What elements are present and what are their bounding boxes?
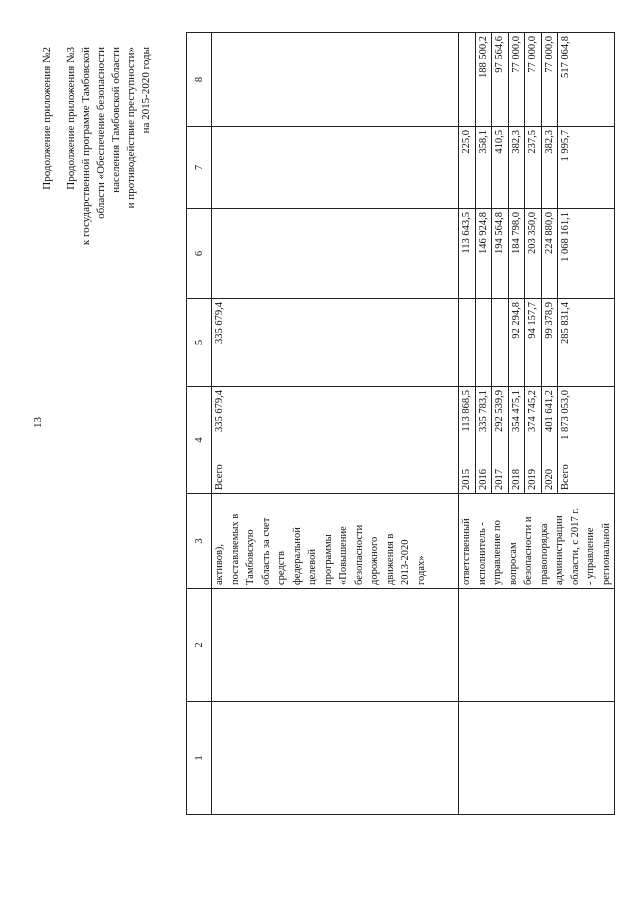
value-cell <box>459 33 476 126</box>
cell-col5 <box>459 299 615 387</box>
year-value: 335 783,1 <box>477 390 489 432</box>
cell-col6 <box>459 209 615 299</box>
col-header-4: 4 <box>187 387 212 494</box>
value-cell: 1 995,7 <box>560 130 571 162</box>
page-number: 13 <box>32 417 44 428</box>
col-header-6: 6 <box>187 209 212 299</box>
year-row <box>459 387 476 493</box>
value-cell: 146 924,8 <box>476 209 493 298</box>
executor-line: области, с 2017 г. <box>569 507 581 585</box>
year-label: 2019 <box>527 469 538 490</box>
year-value: 354 475,1 <box>510 390 522 432</box>
executor-line: исполнитель - <box>476 522 488 585</box>
table-row <box>212 33 459 815</box>
value-cell: 224 880,0 <box>542 209 559 298</box>
year-label: 2016 <box>477 469 489 490</box>
value-cell: 194 564,8 <box>492 209 509 298</box>
col-header-3: 3 <box>187 494 212 589</box>
value-cell: 285 831,4 <box>560 302 571 344</box>
header-subtitle <box>64 47 154 245</box>
cell-federal: 335 679,4 <box>212 299 459 387</box>
value-cell: 77 000,0 <box>509 33 526 126</box>
value-cell: 382,3 <box>542 127 559 208</box>
cell-col8 <box>459 33 615 127</box>
col-header-7: 7 <box>187 127 212 209</box>
cell-executor <box>459 494 615 589</box>
value-cell: 77 000,0 <box>542 33 559 126</box>
cell-empty <box>212 589 459 702</box>
executor-line: - управление <box>585 527 596 585</box>
header-subtitle-line: Продолжение приложения №3 <box>65 47 77 190</box>
cell-empty <box>212 209 459 299</box>
col-header-5: 5 <box>187 299 212 387</box>
value-cell: 113 643,5 <box>459 209 476 298</box>
value-cell: 203 350,0 <box>525 209 542 298</box>
description-line: движения в <box>384 533 396 585</box>
value-cell: 77 000,0 <box>525 33 542 126</box>
value-cell: 237,5 <box>525 127 542 208</box>
value-cell: 97 564,6 <box>492 33 509 126</box>
value-cell: 517 064,8 <box>560 36 571 78</box>
year-label: 2018 <box>510 469 522 490</box>
value-cell: 94 157,7 <box>525 299 542 386</box>
cell-years-col4 <box>459 387 615 494</box>
year-row <box>476 387 493 493</box>
description-line: Тамбовскую <box>245 529 256 585</box>
header-title: Продолжение приложения №2 <box>41 47 53 190</box>
executor-line: администрации <box>554 515 565 585</box>
value-cell: 382,3 <box>509 127 526 208</box>
col-header-2: 2 <box>187 589 212 702</box>
description-line: поставляемых в <box>229 513 241 585</box>
value-cell: 99 378,9 <box>542 299 559 386</box>
value-cell: 225,0 <box>459 127 476 208</box>
cell-empty <box>212 702 459 815</box>
description-line: 2013-2020 <box>400 539 411 585</box>
year-value: 113 868,5 <box>461 390 472 432</box>
value-cell <box>459 299 476 386</box>
header-subtitle-line: к государственной программе Тамбовской <box>80 47 92 246</box>
total-value: 335 679,4 <box>214 390 225 432</box>
description-line: целевой <box>307 549 318 585</box>
year-value: 401 641,2 <box>543 390 555 432</box>
year-label: 2015 <box>461 469 472 490</box>
header-subtitle-line: области «Обеспечение безопасности <box>95 47 107 219</box>
cell-empty <box>459 702 615 815</box>
table-row <box>459 33 615 815</box>
year-row <box>509 387 526 493</box>
description-line: область за счет <box>260 517 272 585</box>
description-line: программы <box>322 534 334 585</box>
description-line: активов), <box>214 543 225 585</box>
year-value: 292 539,9 <box>494 390 505 432</box>
executor-line: правопорядка <box>538 523 550 585</box>
description-line: «Повышение <box>338 526 349 585</box>
description-line: безопасности <box>353 524 365 585</box>
executor-line: региональной <box>600 523 612 585</box>
cell-empty <box>212 33 459 127</box>
year-row <box>558 387 574 493</box>
cell-col7 <box>459 127 615 209</box>
value-cell <box>476 299 493 386</box>
year-value: 1 873 053,0 <box>560 390 571 440</box>
value-cell: 184 798,0 <box>509 209 526 298</box>
value-cell: 358,1 <box>476 127 493 208</box>
executor-line: безопасности и <box>523 516 534 585</box>
year-row <box>492 387 509 493</box>
cell-empty <box>212 127 459 209</box>
description-line: дорожного <box>369 536 380 585</box>
header-subtitle-line: и противодействие преступности» <box>125 47 137 209</box>
value-cell: 188 500,2 <box>476 33 493 126</box>
cell-empty <box>459 589 615 702</box>
value-cell: 1 068 161,1 <box>560 212 571 262</box>
cell-description <box>212 494 459 589</box>
col-header-8: 8 <box>187 33 212 127</box>
col-header-1: 1 <box>187 702 212 815</box>
column-number-row <box>187 33 212 815</box>
executor-line: управление по <box>492 520 503 585</box>
value-cell <box>492 299 509 386</box>
year-label: Всего <box>560 464 571 490</box>
budget-table <box>186 32 615 815</box>
header-subtitle-line: на 2015-2020 годы <box>140 47 152 134</box>
value-cell: 410,5 <box>492 127 509 208</box>
executor-line: ответственный <box>461 518 472 585</box>
year-row <box>525 387 542 493</box>
total-label: Всего <box>214 464 225 490</box>
cell-total <box>212 387 459 494</box>
executor-line: вопросам <box>507 542 519 585</box>
description-line: средств <box>276 551 287 585</box>
value-cell: 92 294,8 <box>509 299 526 386</box>
year-row <box>542 387 559 493</box>
header-subtitle-line: населения Тамбовской области <box>110 47 122 193</box>
description-line: федеральной <box>291 527 303 585</box>
year-label: 2020 <box>543 469 555 490</box>
description-line: годах» <box>415 555 427 585</box>
year-value: 374 745,2 <box>527 390 538 432</box>
year-label: 2017 <box>494 469 505 490</box>
